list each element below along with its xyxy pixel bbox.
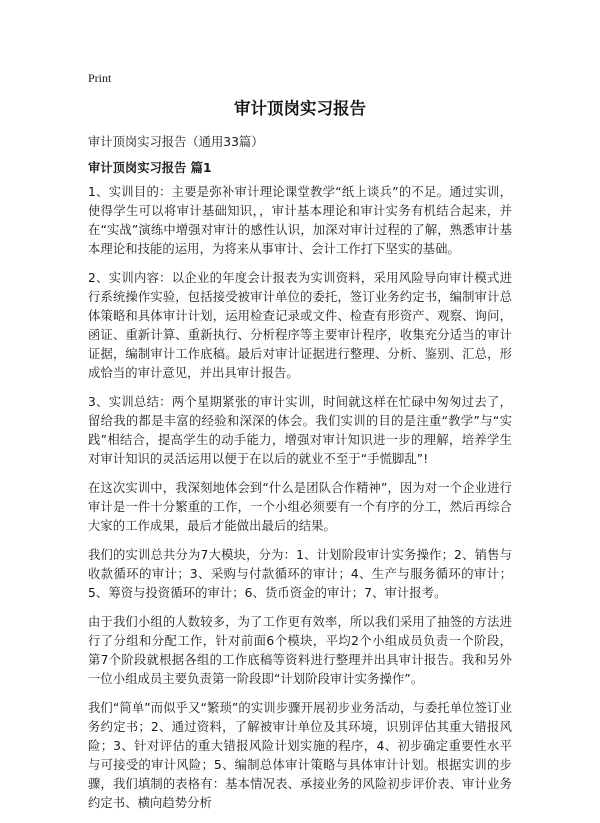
section-heading: 审计顶岗实习报告 篇1 bbox=[88, 161, 212, 175]
paragraph-steps: 我们“简单”而似乎又“繁琐”的实训步骤开展初步业务活动，与委托单位签订业务约定书；2、通过资料，了解被审计单位及其环境，识别评估其重大错报风险；3、针对评估的重大错报风险计划实施的程序，4、初步确定重要性水平与可接受的审计风险；5、编制总体审计策略与具体审计计划。根据实训的步骤，我们填制的表格有：基本情况表、承接业务的风险初步评价表、审计业务约定书、横向趋势分析 bbox=[88, 701, 512, 810]
paragraph-modules: 我们的实训总共分为7大模块，分为：1、计划阶段审计实务操作；2、销售与收款循环的审计；3、采购与付款循环的审计；4、生产与服务循环的审计；5、筹资与投资循环的审计；6、货币资金的审计；7、审计报考。 bbox=[88, 548, 512, 600]
print-link[interactable]: Print bbox=[88, 71, 112, 85]
document-subtitle: 审计顶岗实习报告（通用33篇） bbox=[88, 135, 264, 149]
paragraph-grouping: 由于我们小组的人数较多，为了工作更有效率，所以我们采用了抽签的方法进行了分组和分配工作，针对前面6个模块，平均2个小组成员负责一个阶段，第7个阶段就根据各组的工作底稿等资料进行整理并出具审计报告。我和另外一位小组成员主要负责第一阶段即“计划阶段审计实务操作”。 bbox=[88, 615, 512, 686]
paragraph-training-purpose: 1、实训目的：主要是弥补审计理论课堂教学“纸上谈兵”的不足。通过实训，使得学生可以将审计基础知识，，审计基本理论和审计实务有机结合起来，并在“实战”演练中增强对审计的感性认识，加深对审计过程的了解，熟悉审计基本理论和技能的运用，为将来从事审计、会计工作打下坚实的基础。 bbox=[88, 185, 512, 256]
document-body bbox=[88, 183, 512, 823]
paragraph-training-summary: 3、实训总结：两个星期紧张的审计实训，时间就这样在忙碌中匆匆过去了，留给我的都是丰富的经验和深深的体会。我们实训的目的是注重“教学”与“实践”相结合，提高学生的动手能力，增强对审计知识进一步的理解，培养学生对审计知识的灵活运用以便于在以后的就业不至于“手慌脚乱”! bbox=[88, 395, 512, 466]
paragraph-training-content: 2、实训内容：以企业的年度会计报表为实训资料，采用风险导向审计模式进行系统操作实验，包括接受被审计单位的委托，签订业务约定书，编制审计总体策略和具体审计计划，运用检查记录或文件、检查有形资产、观察、询问，函证、重新计算、重新执行、分析程序等主要审计程序，收集充分适当的审计证据，编制审计工作底稿。最后对审计证据进行整理、分析、鉴别、汇总，形成恰当的审计意见，并出具审计报告。 bbox=[88, 271, 512, 380]
paragraph-teamwork: 在这次实训中，我深刻地体会到“什么是团队合作精神”，因为对一个企业进行审计是一件十分繁重的工作，一个小组必须要有一个有序的分工，然后再综合大家的工作成果，最后才能做出最后的结果。 bbox=[88, 481, 512, 533]
document-title: 审计顶岗实习报告 bbox=[234, 99, 366, 118]
